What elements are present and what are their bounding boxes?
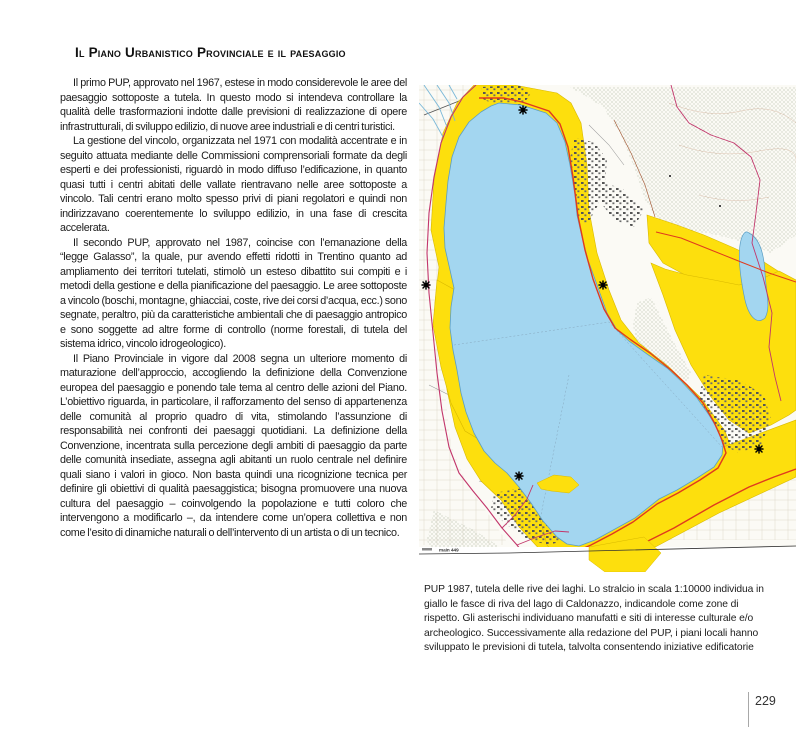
article-title: Il Piano Urbanistico Provinciale e il paesaggio [75,45,346,60]
asterisk-marker [515,472,523,480]
paragraph-4: Il Piano Provinciale in vigore dal 2008 segna un ulteriore momento di maturazione dell’approccio, accogliendo la definizione della Convenzione europea del paesaggio e ponendo tale tema al centro delle azioni del Piano. L’obiettivo riguarda, in particolare, il rafforzamento del senso di appartenenza delle comunità al proprio quadro di vita, stimolando l’assunzione di responsabilità nei confronti dei paesaggi quotidiani. La definizione della Convenzione, incentrata sulla percezione degli ambiti di paesaggio da parte delle comunità insediate, assegna agli abitanti un ruolo centrale nel definire quali siano i valori in gioco. Non basta quindi una ricognizione tecnica per definire gli obiettivi di qualità paesaggistica; bisogna promuovere una nuova cultura del paesaggio – coinvolgendo la popolazione e tutti coloro che intervengono a modificarlo –, da intendere come un’opera collettiva e non come l’esito di dinamiche naturali o dell’intervento di un artista o di un tecnico. [60,352,407,539]
article-body [60,76,407,540]
caldonazzo-map-image [419,85,796,572]
map-figure [419,85,796,572]
margin-smudge [422,548,432,551]
page-number: 229 [755,694,776,708]
asterisk-marker [422,281,430,289]
paragraph-3: Il secondo PUP, approvato nel 1987, coincise con l’emanazione della “legge Galasso”, la quale, pur avendo effetti ridotti in Trentino quanto ad ampliamento dei territori tutelati, stimolò un esteso dibattito sui compiti e i metodi della gestione e della pianificazione del paesaggio. Le aree sottoposte a vincolo (boschi, montagne, ghiacciai, coste, rive dei corsi d’acqua, ecc.) sono segnate, peraltro, più da caratteristiche ambientali che di paesaggio antropico e sono soggette ad altre forme di controllo (norme forestali, di tutela del sistema idrico, vincolo idrogeologico). [60,236,407,350]
figure-caption: PUP 1987, tutela delle rive dei laghi. Lo stralcio in scala 1:10000 individua in giallo le fasce di riva del lago di Caldonazzo, indicandole come zone di rispetto. Gli asterischi individuano manufatti e siti di interesse culturale e/o archeologico. Successivamente alla redazione del PUP, i piani locali hanno sviluppato le previsioni di tutela, talvolta consentendo iniziative edificatorie [424,584,764,654]
page-number-block [748,692,776,727]
asterisk-marker [755,445,763,453]
paragraph-2: La gestione del vincolo, organizzata nel 1971 con modalità accentrate e in seguito attuata mediante delle Commissioni comprensoriali formate da degli esperti e dei professionisti, riguardò in modo diffuso l’edificazione, in quanto quasi tutti i centri abitati delle vallate rientravano nelle aree sottoposte a vincolo. Tali centri erano molto spesso privi di piani regolatori e quindi non indirizzavano coerentemente lo sviluppo edilizio, in una fase di crescita accelerata. [60,135,407,234]
map-bottom-label: main 449 [439,547,459,553]
paragraph-1: Il primo PUP, approvato nel 1967, estese in modo considerevole le aree del paesaggio sottoposte a tutela. In questo modo si intendeva controllare la qualità delle trasformazioni indotte dalle previsioni di realizzazione di opere infrastrutturali, di sviluppo edilizio, di nuove aree industriali e di centri turistici. [60,77,407,133]
page-number-rule [748,692,749,727]
asterisk-marker [519,106,527,114]
asterisk-marker [599,281,607,289]
